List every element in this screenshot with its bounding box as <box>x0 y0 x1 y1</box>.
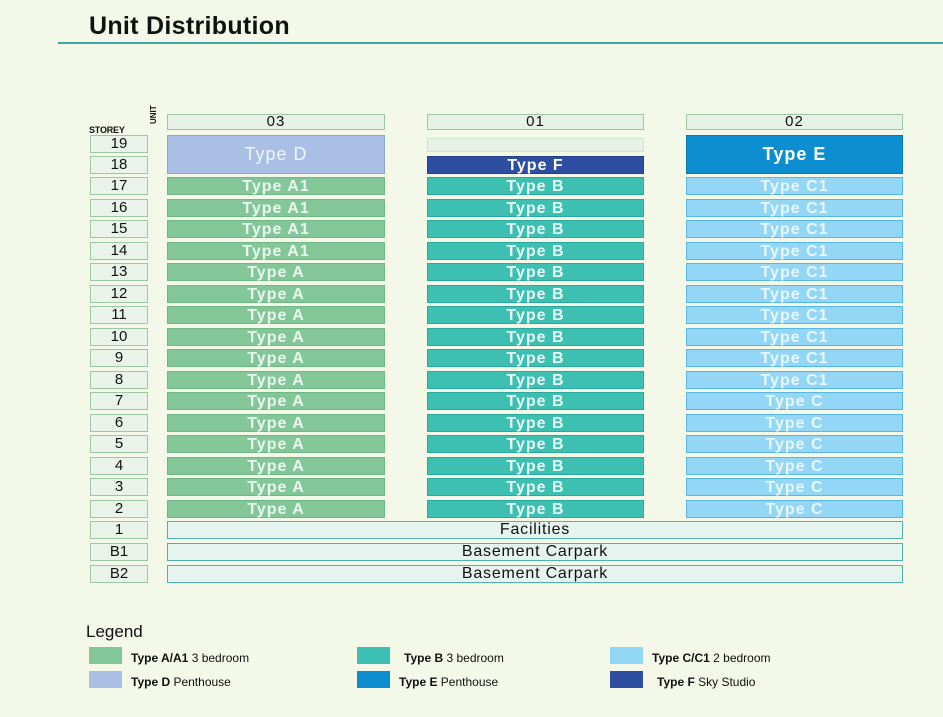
storey-label: 9 <box>90 349 148 367</box>
unit-cell: Type C <box>686 435 903 453</box>
unit-cell: Type A <box>167 435 385 453</box>
page-title: Unit Distribution <box>89 12 290 40</box>
unit-cell: Type A1 <box>167 220 385 238</box>
storey-label: 6 <box>90 414 148 432</box>
storey-label: 8 <box>90 371 148 389</box>
unit-cell: Type A <box>167 392 385 410</box>
legend-item-label: Type B 3 bedroom <box>404 651 504 665</box>
unit-cell: Type B <box>427 177 644 195</box>
unit-cell: Type A <box>167 371 385 389</box>
unit-cell: Type A <box>167 328 385 346</box>
unit-cell: Type C1 <box>686 220 903 238</box>
storey-label: 15 <box>90 220 148 238</box>
unit-cell: Type C1 <box>686 242 903 260</box>
unit-cell: Type A1 <box>167 199 385 217</box>
storey-label: 11 <box>90 306 148 324</box>
unit-cell: Type A <box>167 306 385 324</box>
unit-cell: Type B <box>427 349 644 367</box>
legend-swatch <box>357 671 390 688</box>
legend-swatch <box>610 647 643 664</box>
legend-item-label: Type D Penthouse <box>131 675 231 689</box>
storey-label: B2 <box>90 565 148 583</box>
unit-cell-blank <box>427 138 644 152</box>
legend-swatch <box>357 647 390 664</box>
unit-cell: Type A <box>167 500 385 518</box>
unit-cell: Type C <box>686 457 903 475</box>
storey-label: B1 <box>90 543 148 561</box>
unit-cell: Type C <box>686 478 903 496</box>
unit-cell: Type A <box>167 478 385 496</box>
unit-cell: Type A1 <box>167 177 385 195</box>
title-divider <box>58 42 943 44</box>
unit-header-03: 03 <box>167 114 385 130</box>
unit-cell: Type C1 <box>686 371 903 389</box>
unit-cell: Type B <box>427 414 644 432</box>
legend-item-label: Type A/A1 3 bedroom <box>131 651 250 665</box>
unit-cell: Type C <box>686 500 903 518</box>
storey-label: 18 <box>90 156 148 174</box>
unit-cell: Type B <box>427 242 644 260</box>
basement-carpark-row-b1: Basement Carpark <box>167 543 903 561</box>
unit-cell: Type A <box>167 285 385 303</box>
storey-label: 1 <box>90 521 148 539</box>
legend-swatch <box>610 671 643 688</box>
unit-cell: Type B <box>427 435 644 453</box>
storey-label: 16 <box>90 199 148 217</box>
unit-cell: Type B <box>427 500 644 518</box>
legend-item-label: Type E Penthouse <box>399 675 499 689</box>
unit-cell: Type A1 <box>167 242 385 260</box>
unit-header-02: 02 <box>686 114 903 130</box>
storey-label: 13 <box>90 263 148 281</box>
unit-cell: Type B <box>427 285 644 303</box>
unit-cell: Type C <box>686 414 903 432</box>
facilities-row: Facilities <box>167 521 903 539</box>
unit-cell: Type C1 <box>686 263 903 281</box>
unit-cell: Type C1 <box>686 285 903 303</box>
unit-cell: Type B <box>427 199 644 217</box>
legend-swatch <box>89 671 122 688</box>
unit-cell: Type A <box>167 263 385 281</box>
storey-label: 7 <box>90 392 148 410</box>
unit-cell: Type B <box>427 478 644 496</box>
unit-cell: Type B <box>427 306 644 324</box>
storey-label: 4 <box>90 457 148 475</box>
storey-label: 19 <box>90 135 148 153</box>
unit-cell: Type A <box>167 349 385 367</box>
storey-label: 3 <box>90 478 148 496</box>
unit-cell: Type B <box>427 263 644 281</box>
unit-header-label: UNIT <box>149 105 158 124</box>
legend-title: Legend <box>86 622 143 641</box>
unit-header-01: 01 <box>427 114 644 130</box>
unit-cell-type-e: Type E <box>686 135 903 174</box>
storey-label: 10 <box>90 328 148 346</box>
unit-cell: Type B <box>427 220 644 238</box>
unit-cell: Type C1 <box>686 349 903 367</box>
unit-cell-type-d: Type D <box>167 135 385 174</box>
storey-label: 12 <box>90 285 148 303</box>
unit-cell: Type C <box>686 392 903 410</box>
unit-cell: Type A <box>167 457 385 475</box>
storey-label: 14 <box>90 242 148 260</box>
unit-cell: Type C1 <box>686 199 903 217</box>
unit-cell: Type C1 <box>686 306 903 324</box>
unit-cell: Type B <box>427 392 644 410</box>
unit-cell: Type B <box>427 371 644 389</box>
unit-cell-type-f: Type F <box>427 156 644 174</box>
basement-carpark-row-b2: Basement Carpark <box>167 565 903 583</box>
legend-swatch <box>89 647 122 664</box>
storey-label: 17 <box>90 177 148 195</box>
unit-cell: Type A <box>167 414 385 432</box>
unit-cell: Type C1 <box>686 177 903 195</box>
unit-cell: Type C1 <box>686 328 903 346</box>
unit-cell: Type B <box>427 328 644 346</box>
storey-label: 2 <box>90 500 148 518</box>
legend-item-label: Type F Sky Studio <box>657 675 756 689</box>
legend-item-label: Type C/C1 2 bedroom <box>652 651 771 665</box>
storey-label: 5 <box>90 435 148 453</box>
unit-cell: Type B <box>427 457 644 475</box>
storey-header-label: STOREY <box>89 125 125 135</box>
